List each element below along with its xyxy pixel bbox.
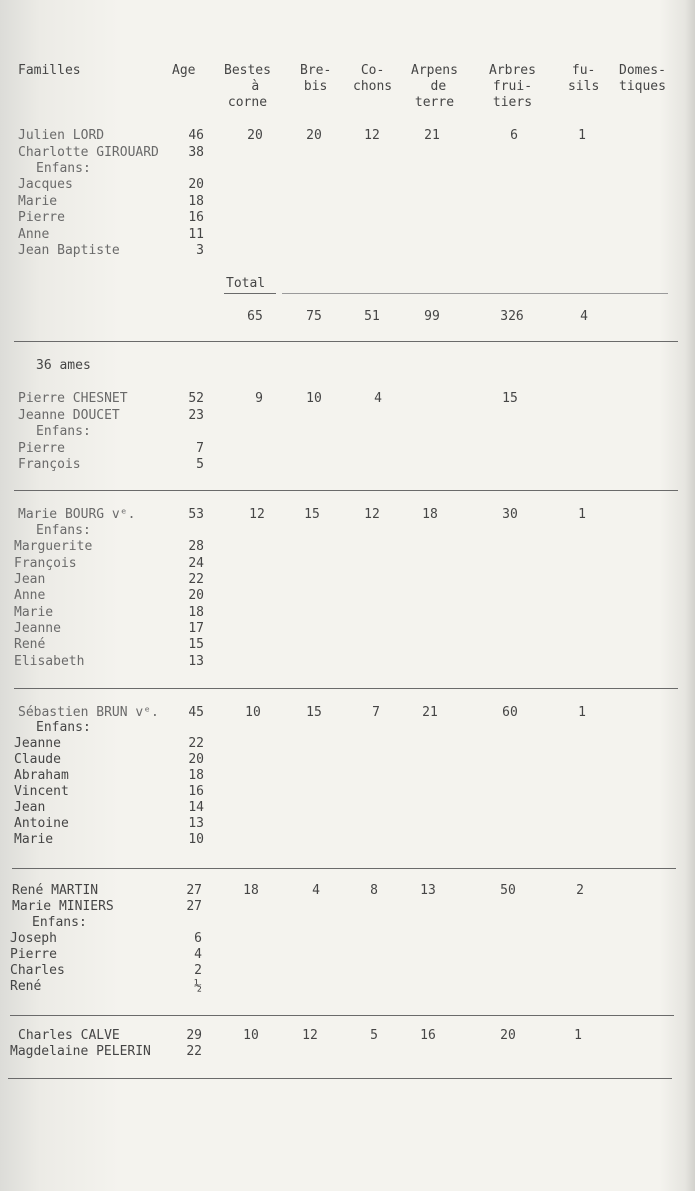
member-name: Jeanne DOUCET <box>18 408 120 423</box>
member-age: 24 <box>188 556 204 571</box>
member-age: 23 <box>188 408 204 423</box>
member-age: 3 <box>196 243 204 258</box>
member-age: 46 <box>188 128 204 143</box>
enfans-label: Enfans: <box>36 523 91 538</box>
member-age: 18 <box>188 605 204 620</box>
member-name: François <box>14 556 77 571</box>
member-name: Pierre <box>18 441 65 456</box>
member-age: 13 <box>188 816 204 831</box>
value-arpens: 21 <box>422 705 438 720</box>
member-name: Claude <box>14 752 61 767</box>
value-cochons: 4 <box>374 391 382 406</box>
member-age: 20 <box>188 588 204 603</box>
member-name: Sébastien BRUN vᵉ. <box>18 705 159 720</box>
member-name: Charles <box>10 963 65 978</box>
value-brebis: 15 <box>306 705 322 720</box>
value-bestes: 9 <box>255 391 263 406</box>
member-name: Anne <box>18 227 50 242</box>
value-arbres: 6 <box>510 128 518 143</box>
member-age: 29 <box>186 1028 202 1043</box>
member-age: 10 <box>188 832 204 847</box>
member-name: Charlotte GIROUARD <box>18 145 159 160</box>
member-age: 27 <box>186 883 202 898</box>
value-cochons: 8 <box>370 883 378 898</box>
total-bestes: 65 <box>247 309 263 324</box>
value-cochons: 7 <box>372 705 380 720</box>
member-age: 28 <box>188 539 204 554</box>
total-arpens: 99 <box>424 309 440 324</box>
member-name: Jacques <box>18 177 73 192</box>
value-brebis: 4 <box>312 883 320 898</box>
enfans-label: Enfans: <box>36 161 91 176</box>
member-age: 18 <box>188 768 204 783</box>
member-name: Jean <box>14 800 46 815</box>
member-name: René <box>10 979 42 994</box>
member-age: 5 <box>196 457 204 472</box>
member-name: Marie MINIERS <box>12 899 114 914</box>
member-name: Abraham <box>14 768 69 783</box>
member-age: 17 <box>188 621 204 636</box>
value-cochons: 12 <box>364 507 380 522</box>
value-arbres: 30 <box>502 507 518 522</box>
header-age: Age <box>172 63 196 78</box>
member-name: Jean <box>14 572 46 587</box>
member-age: 6 <box>194 931 202 946</box>
total-label: Total <box>226 276 266 291</box>
value-cochons: 5 <box>370 1028 378 1043</box>
member-age: 2 <box>194 963 202 978</box>
member-name: Antoine <box>14 816 69 831</box>
member-age: 53 <box>188 507 204 522</box>
total-fusils: 4 <box>580 309 588 324</box>
total-brebis: 75 <box>306 309 322 324</box>
member-name: Julien LORD <box>18 128 105 143</box>
header-familles: Familles <box>18 63 81 78</box>
member-age: 7 <box>196 441 204 456</box>
enfans-label: Enfans: <box>36 424 91 439</box>
value-arbres: 20 <box>500 1028 516 1043</box>
member-name: Marie BOURG vᵉ. <box>18 507 136 522</box>
value-arbres: 60 <box>502 705 518 720</box>
member-name: René <box>14 637 46 652</box>
value-fusils: 1 <box>578 507 586 522</box>
header-fusils: fu- sils <box>568 63 600 94</box>
member-age: 22 <box>188 736 204 751</box>
section-divider <box>14 341 678 342</box>
header-domestiques: Domes- tiques <box>619 63 666 94</box>
value-brebis: 10 <box>306 391 322 406</box>
header-arpens: Arpens de terre <box>411 63 458 110</box>
member-name: Pierre <box>18 210 65 225</box>
value-fusils: 2 <box>576 883 584 898</box>
member-name: Elisabeth <box>14 654 85 669</box>
member-age: 15 <box>188 637 204 652</box>
value-arpens: 21 <box>424 128 440 143</box>
section-divider <box>10 1015 674 1016</box>
member-name: Charles CALVE <box>18 1028 120 1043</box>
enfans-label: Enfans: <box>32 915 87 930</box>
enfans-label: Enfans: <box>36 720 91 735</box>
member-name: Vincent <box>14 784 69 799</box>
header-arbres: Arbres frui- tiers <box>489 63 536 110</box>
member-age: 13 <box>188 654 204 669</box>
value-bestes: 20 <box>247 128 263 143</box>
member-name: Marie <box>18 194 58 209</box>
member-name: Jean Baptiste <box>18 243 120 258</box>
member-age: 11 <box>188 227 204 242</box>
value-brebis: 15 <box>304 507 320 522</box>
member-age: 45 <box>188 705 204 720</box>
total-cochons: 51 <box>364 309 380 324</box>
member-name: Marie <box>14 605 54 620</box>
member-name: Pierre CHESNET <box>18 391 128 406</box>
value-arpens: 16 <box>420 1028 436 1043</box>
value-arpens: 13 <box>420 883 436 898</box>
value-bestes: 12 <box>249 507 265 522</box>
value-bestes: 10 <box>243 1028 259 1043</box>
section-divider <box>14 490 678 491</box>
value-bestes: 18 <box>243 883 259 898</box>
member-name: Joseph <box>10 931 57 946</box>
member-name: Anne <box>14 588 46 603</box>
value-fusils: 1 <box>574 1028 582 1043</box>
member-name: Marie <box>14 832 54 847</box>
value-fusils: 1 <box>578 705 586 720</box>
value-brebis: 20 <box>306 128 322 143</box>
member-age: 18 <box>188 194 204 209</box>
member-age: ½ <box>194 979 202 994</box>
member-name: François <box>18 457 81 472</box>
member-name: Jeanne <box>14 621 61 636</box>
member-name: Magdelaine PELERIN <box>10 1044 151 1059</box>
value-cochons: 12 <box>364 128 380 143</box>
total-underline <box>224 293 276 294</box>
value-bestes: 10 <box>245 705 261 720</box>
header-bestes: Bestes à corne <box>224 63 271 110</box>
total-rule <box>282 293 668 294</box>
section-divider <box>8 1078 672 1079</box>
member-age: 4 <box>194 947 202 962</box>
member-age: 22 <box>186 1044 202 1059</box>
member-age: 38 <box>188 145 204 160</box>
value-brebis: 12 <box>302 1028 318 1043</box>
section-divider <box>12 868 676 869</box>
ames-count: 36 ames <box>36 358 91 373</box>
member-age: 52 <box>188 391 204 406</box>
member-age: 22 <box>188 572 204 587</box>
member-age: 27 <box>186 899 202 914</box>
header-cochons: Co- chons <box>353 63 393 94</box>
section-divider <box>14 688 678 689</box>
member-name: Jeanne <box>14 736 61 751</box>
member-age: 16 <box>188 210 204 225</box>
member-age: 14 <box>188 800 204 815</box>
value-arbres: 50 <box>500 883 516 898</box>
value-arpens: 18 <box>422 507 438 522</box>
member-age: 20 <box>188 177 204 192</box>
value-arbres: 15 <box>502 391 518 406</box>
member-age: 20 <box>188 752 204 767</box>
member-name: Marguerite <box>14 539 93 554</box>
value-fusils: 1 <box>578 128 586 143</box>
member-age: 16 <box>188 784 204 799</box>
member-name: Pierre <box>10 947 57 962</box>
total-arbres: 326 <box>500 309 524 324</box>
header-brebis: Bre- bis <box>300 63 332 94</box>
member-name: René MARTIN <box>12 883 99 898</box>
